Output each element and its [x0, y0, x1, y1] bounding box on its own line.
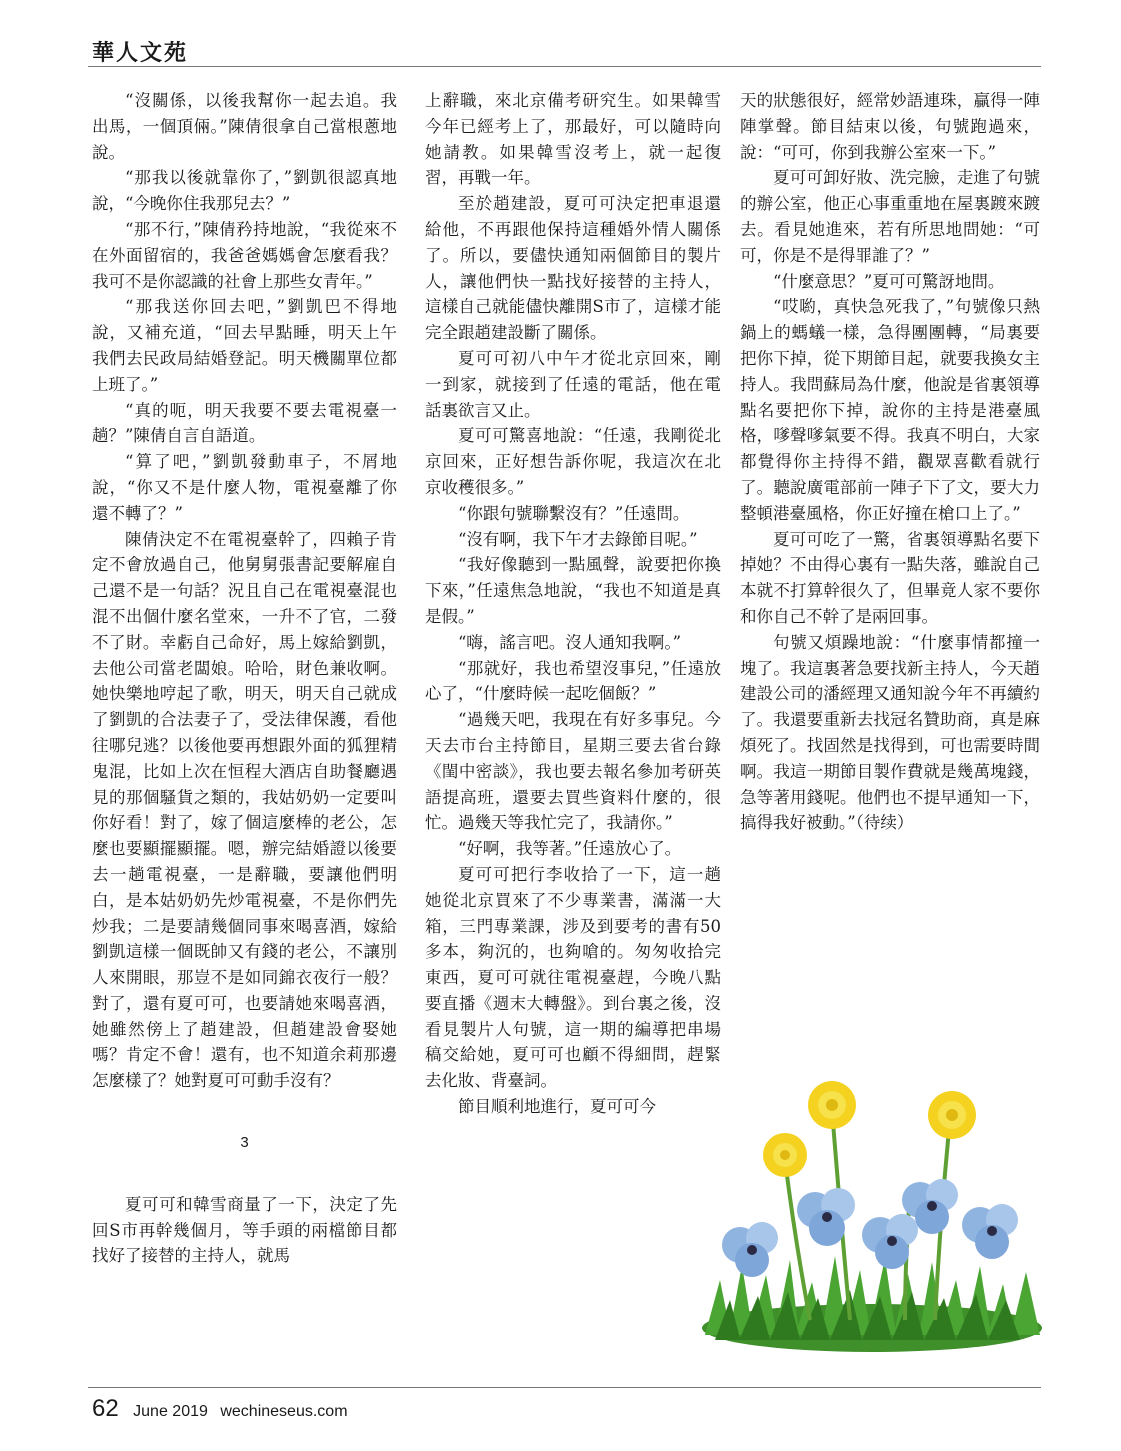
paragraph: 夏可可和韓雪商量了一下，決定了先回S市再幹幾個月，等手頭的兩檔節目都找好了接替的主持人，就馬: [92, 1194, 397, 1266]
paragraph: 至於趙建設，夏可可決定把車退還給他，不再跟他保持這種婚外情人關係了。所以，要儘快通知兩個節目的製片人，讓他們快一點找好接替的主持人，這樣自己就能儘快離開S市了，這樣才能完全跟趙建設斷了關係。: [425, 194, 721, 343]
dandelion: [763, 1133, 807, 1177]
page-number: 62: [92, 1395, 119, 1422]
footer-divider: [88, 1387, 1041, 1388]
paragraph: “好啊，我等著。”任遠放心了。: [458, 839, 682, 859]
paragraph: “我好像聽到一點風聲，說要把你換下來，”任遠焦急地說，“我也不知道是真是假。”: [425, 555, 721, 626]
paragraph: 夏可可驚喜地說：“任遠，我剛從北京回來，正好想告訴你呢，我這次在北京收穫很多。”: [425, 426, 721, 497]
paragraph: 夏可可初八中午才從北京回來，剛一到家，就接到了任遠的電話，他在電話裏欲言又止。: [425, 348, 721, 420]
paragraph: 夏可可卸好妝、洗完臉，走進了句號的辦公室，他正心事重重地在屋裏踱來踱去。看見她進來，若有所思地問她：“可可，你是不是得罪誰了？”: [740, 168, 1040, 265]
page-footer: [92, 1395, 348, 1423]
paragraph: “真的呃，明天我要不要去電視臺一趟？”陳倩自言自語道。: [92, 400, 397, 446]
paragraph: 夏可可吃了一驚，省裏領導點名要下掉她？不由得心裏有一點失落，雖說自己本就不打算幹很久了，但畢竟人家不要你和你自己不幹了是兩回事。: [740, 529, 1040, 626]
paragraph: “那我送你回去吧，”劉凱巴不得地說，又補充道，“回去早點睡，明天上午我們去民政局結婚登記。明天機關單位都上班了。”: [92, 297, 397, 394]
paragraph: “你跟句號聯繫沒有？”任遠問。: [458, 503, 690, 523]
dandelion: [928, 1091, 976, 1139]
paragraph: “什麼意思？”夏可可驚訝地問。: [773, 271, 1005, 291]
paragraph-continued: 天的狀態很好，經常妙語連珠，贏得一陣陣掌聲。節目結束以後，句號跑過來，說：“可可，你到我辦公室來一下。”: [740, 91, 1040, 162]
paragraph: “那我以後就靠你了，”劉凱很認真地說，“今晚你住我那兒去？”: [92, 168, 397, 214]
section-title: 華人文苑: [92, 41, 189, 66]
paragraph: “那就好，我也希望沒事兒，”任遠放心了，“什麼時候一起吃個飯？”: [425, 658, 721, 704]
pansy-flower: [862, 1214, 918, 1269]
paragraph: 夏可可把行李收拾了一下，這一趟她從北京買來了不少專業書，滿滿一大箱，三門專業課，涉及到要考的書有50多本，夠沉的，也夠嗆的。匆匆收拾完東西，夏可可就往電視臺趕，今晚八點要直播《週末大轉盤》。到台裏之後，沒看見製片人句號，這一期的編導把串場稿交給她，夏可可也顧不得細問，趕緊去化妝、背臺詞。: [425, 864, 721, 1091]
paragraph: “那不行，”陳倩矜持地說，“我從來不在外面留宿的，我爸爸媽媽會怎麼看我？我可不是你認識的社會上那些女青年。”: [92, 219, 397, 291]
website-link[interactable]: wechineseus.com: [220, 1403, 348, 1420]
paragraph: “沒關係，以後我幫你一起去追。我出馬，一個頂倆。”陳倩很拿自己當根蔥地說。: [92, 91, 397, 162]
paragraph: 節目順利地進行，夏可可今: [458, 1097, 656, 1117]
column-2: [425, 88, 721, 1120]
paragraph: “嗨，謠言吧。沒人通知我啊。”: [458, 632, 682, 652]
pansy-flower: [722, 1222, 778, 1277]
pansy-flower: [797, 1188, 855, 1246]
paragraph: “過幾天吧，我現在有好多事兒。今天去市台主持節目，星期三要去省台錄《閨中密談》，我也要去報名參加考研英語提高班，還要去買些資料什麼的，很忙。過幾天等我忙完了，我請你。”: [425, 710, 721, 833]
paragraph: 句號又煩躁地說：“什麼事情都撞一塊了。我這裏著急要找新主持人，今天趙建設公司的潘經理又通知說今年不再續約了。我還要重新去找冠名贊助商，真是麻煩死了。找固然是找得到，可也需要時間啊。我這一期節目製作費就是幾萬塊錢，急等著用錢呢。他們也不提早通知一下，搞得我好被動。”（待续）: [740, 632, 1040, 833]
paragraph-continued: 上辭職，來北京備考研究生。如果韓雪今年已經考上了，那最好，可以隨時向她請教。如果韓雪沒考上，就一起復習，再戰一年。: [425, 91, 721, 188]
dandelion: [808, 1081, 856, 1129]
paragraph: 陳倩決定不在電視臺幹了，四賴子肯定不會放過自己，他舅舅張書記要解雇自己還不是一句話？況且自己在電視臺混也混不出個什麼名堂來，一升不了官，二發不了財。幸虧自己命好，馬上嫁給劉凱，去他公司當老闆娘。哈哈，財色兼收啊。她快樂地哼起了歌，明天，明天自己就成了劉凱的合法妻子了，受法律保護，看他往哪兒逃？以後他要再想跟外面的狐狸精鬼混，比如上次在恒程大酒店自助餐廳遇見的那個騷貨之類的，我姑奶奶一定要叫你好看！對了，嫁了個這麼棒的老公，怎麼也要顯擺顯擺。嗯，辦完結婚證以後要去一趟電視臺，一是辭職，要讓他們明白，是本姑奶奶先炒電視臺，不是你們先炒我；二是要請幾個同事來喝喜酒，嫁給劉凱這樣一個既帥又有錢的老公，不讓別人來開眼，那豈不是如同錦衣夜行一般？對了，還有夏可可，也要請她來喝喜酒，她雖然傍上了趙建設，但趙建設會娶她嗎？肯定不會！還有，也不知道余莉那邊怎麼樣了？她對夏可可動手沒有？: [92, 529, 397, 1091]
flower-illustration: [700, 1060, 1045, 1355]
header-divider: [88, 66, 1041, 67]
paragraph: “算了吧，”劉凱發動車子，不屑地說，“你又不是什麼人物，電視臺離了你還不轉了？”: [92, 452, 397, 523]
issue-date: June 2019: [133, 1403, 208, 1420]
column-1: [92, 88, 397, 1269]
pansy-flower: [962, 1204, 1018, 1259]
column-3: [740, 88, 1040, 836]
chapter-number: 3: [240, 1134, 249, 1152]
paragraph: “沒有啊，我下午才去錄節目呢。”: [458, 529, 698, 549]
paragraph: “哎喲，真快急死我了，”句號像只熱鍋上的螞蟻一樣，急得團團轉，“局裏要把你下掉，從下期節目起，就要我換女主持人。我問蘇局為什麼，他說是省裏領導點名要把你下掉，說你的主持是港臺風格，嗲聲嗲氣要不得。我真不明白，大家都覺得你主持得不錯，觀眾喜歡看就行了。聽說廣電部前一陣子下了文，要大力整頓港臺風格，你正好撞在槍口上了。”: [740, 297, 1040, 523]
